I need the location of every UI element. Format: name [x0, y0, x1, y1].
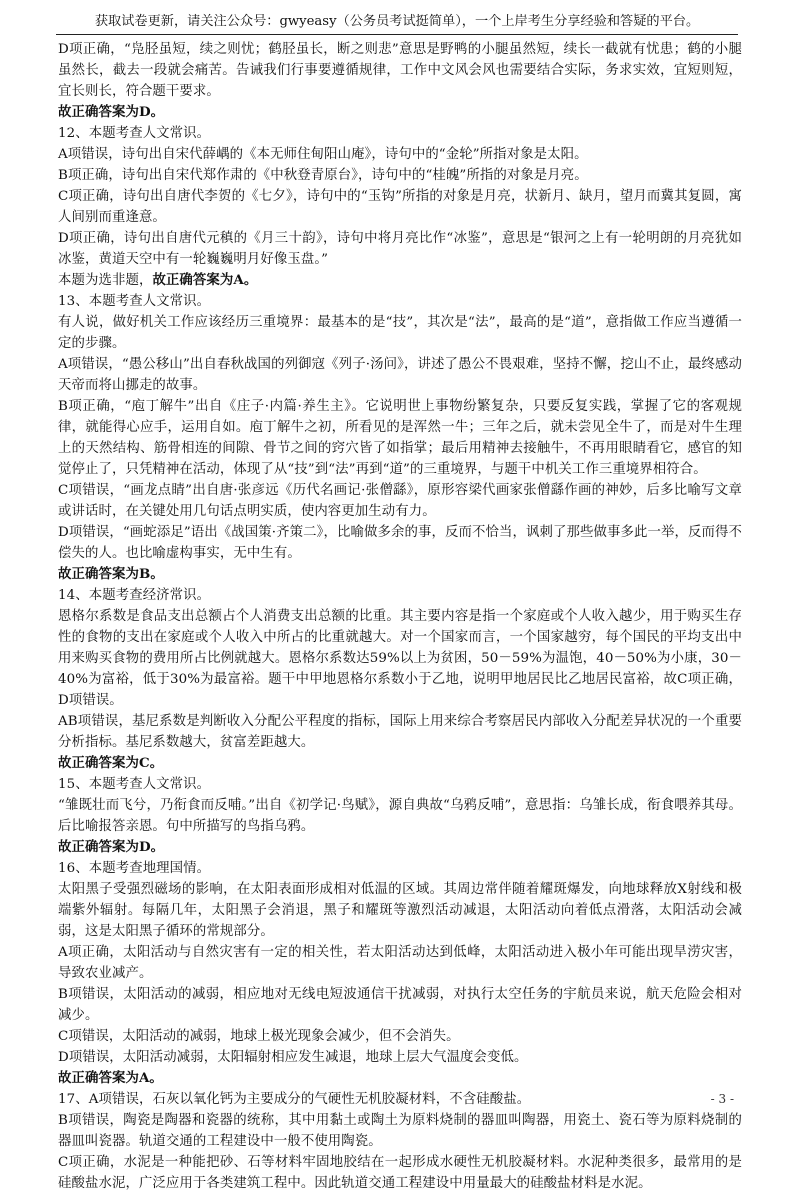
paragraph: [58, 144, 742, 165]
paragraph-text: A项错误，诗句出自宋代薛嵎的《本无师住甸阳山庵》，诗句中的“金轮”所指对象是太阳。: [58, 147, 588, 162]
paragraph: [58, 585, 742, 606]
paragraph: [58, 795, 742, 837]
answer-text: 故正确答案为A。: [152, 272, 258, 288]
paragraph: [58, 291, 742, 312]
paragraph-text: A项正确，太阳活动与自然灾害有一定的相关性，若太阳活动达到低峰，太阳活动进入极小年可能出现旱涝灾害，导致农业减产。: [58, 945, 742, 981]
paragraph-text: 12、本题考查人文常识。: [58, 126, 211, 141]
paragraph: [58, 186, 742, 228]
paragraph-text: 故正确答案为B。: [58, 566, 164, 582]
paragraph: [58, 270, 742, 291]
paragraph-text: 15、本题考查人文常识。: [58, 777, 211, 792]
paragraph: [58, 396, 742, 480]
page-header: 获取试卷更新，请关注公众号：gwyeasy（公务员考试挺简单），一个上岸考生分享经验和答疑的平台。: [56, 10, 738, 35]
paragraph-text: 太阳黑子受强烈磁场的影响，在太阳表面形成相对低温的区域。其周边常伴随着耀斑爆发，向地球释放X射线和极端紫外辐射。每隔几年，太阳黑子会消退，黑子和耀斑等激烈活动减退，太阳活动向着低点滑落，太阳活动会减弱，这是太阳黑子循环的常规部分。: [58, 882, 742, 939]
paragraph: [58, 711, 742, 753]
paragraph-text: C项错误，太阳活动的减弱，地球上极光现象会减少，但不会消失。: [58, 1029, 460, 1044]
document-body: [58, 39, 742, 1194]
paragraph: [58, 606, 742, 711]
paragraph-text: 故正确答案为C。: [58, 755, 164, 771]
paragraph: [58, 1089, 742, 1110]
paragraph-text: C项错误，“画龙点睛”出自唐·张彦远《历代名画记·张僧繇》，原形容梁代画家张僧繇作画的神妙，后多比喻写文章或讲话时，在关键处用几句话点明实质，使内容更加生动有力。: [58, 483, 742, 519]
answer-line: [58, 564, 742, 585]
paragraph: [58, 1026, 742, 1047]
paragraph: [58, 522, 742, 564]
paragraph-text: A项错误，“愚公移山”出自春秋战国的列御寇《列子·汤问》，讲述了愚公不畏艰难，坚持不懈，挖山不止，最终感动天帝而将山挪走的故事。: [58, 357, 742, 393]
paragraph-text: 本题为选非题，: [58, 273, 153, 288]
paragraph: [58, 312, 742, 354]
paragraph-text: D项正确，“凫胫虽短，续之则忧；鹤胫虽长，断之则悲”意思是野鸭的小腿虽然短，续长一截就有忧患；鹤的小腿虽然长，截去一段就会痛苦。告诫我们行事要遵循规律，工作中文风会风也需要结合实际，务求实效，宜短则短，宜长则长，符合题干要求。: [58, 42, 742, 99]
answer-line: [58, 1068, 742, 1089]
paragraph: [58, 165, 742, 186]
paragraph-text: AB项错误，基尼系数是判断收入分配公平程度的指标，国际上用来综合考察居民内部收入分配差异状况的一个重要分析指标。基尼系数越大，贫富差距越大。: [58, 714, 742, 750]
paragraph: [58, 858, 742, 879]
paragraph: [58, 774, 742, 795]
paragraph: [58, 1110, 742, 1152]
paragraph: [58, 1047, 742, 1068]
paragraph: [58, 984, 742, 1026]
paragraph-text: C项正确，诗句出自唐代李贺的《七夕》，诗句中的“玉钩”所指的对象是月亮，状新月、缺月，望月而冀其复圆，寓人间别而重逢意。: [58, 189, 742, 225]
paragraph-text: B项正确，“庖丁解牛”出自《庄子·内篇·养生主》。它说明世上事物纷繁复杂，只要反复实践，掌握了它的客观规律，就能得心应手，运用自如。庖丁解牛之初，所看见的是浑然一牛；三年之后，就未尝见全牛了，而是对牛生理上的天然结构、筋骨相连的间隙、骨节之间的窍穴皆了如指掌；最后用精神去接触牛，不再用眼睛看它，感官的知觉停止了，只凭精神在活动，体现了从“技”到“法”再到“道”的三重境界，与题干中机关工作三重境界相符合。: [58, 399, 742, 477]
paragraph: [58, 480, 742, 522]
paragraph-text: B项错误，太阳活动的减弱，相应地对无线电短波通信干扰减弱，对执行太空任务的宇航员来说，航天危险会相对减少。: [58, 987, 742, 1023]
paragraph-text: 故正确答案为A。: [58, 1070, 163, 1086]
paragraph-text: “雏既壮而飞兮，乃衔食而反哺。”出自《初学记·鸟赋》，源自典故“乌鸦反哺”，意思指：乌雏长成，衔食喂养其母。后比喻报答亲恩。句中所描写的鸟指乌鸦。: [58, 798, 742, 834]
paragraph-text: 故正确答案为D。: [58, 839, 165, 855]
answer-line: [58, 753, 742, 774]
answer-line: [58, 837, 742, 858]
paragraph: [58, 228, 742, 270]
paragraph-text: 有人说，做好机关工作应该经历三重境界：最基本的是“技”，其次是“法”，最高的是“道”，意指做工作应当遵循一定的步骤。: [58, 315, 742, 351]
paragraph: [58, 354, 742, 396]
paragraph: [58, 879, 742, 942]
paragraph: [58, 123, 742, 144]
paragraph: [58, 1152, 742, 1194]
paragraph: [58, 39, 742, 102]
paragraph-text: C项正确，水泥是一种能把砂、石等材料牢固地胶结在一起形成水硬性无机胶凝材料。水泥种类很多，最常用的是硅酸盐水泥，广泛应用于各类建筑工程中。因此轨道交通工程建设中用量最大的硅酸盐材料是水泥。: [58, 1155, 742, 1191]
answer-line: [58, 102, 742, 123]
paragraph-text: 13、本题考查人文常识。: [58, 294, 211, 309]
paragraph-text: 恩格尔系数是食品支出总额占个人消费支出总额的比重。其主要内容是指一个家庭或个人收入越少，用于购买生存性的食物的支出在家庭或个人收入中所占的比重就越大。对一个国家而言，一个国家越穷，每个国民的平均支出中用来购买食物的费用所占比例就越大。恩格尔系数达59%以上为贫困，50－59%为温饱，40－50%为小康，30－40%为富裕，低于30%为最富裕。题干中甲地恩格尔系数小于乙地，说明甲地居民比乙地居民富裕，故C项正确，D项错误。: [58, 609, 742, 708]
paragraph-text: D项正确，诗句出自唐代元稹的《月三十韵》，诗句中将月亮比作“冰鉴”，意思是“银河之上有一轮明朗的月亮犹如冰鉴，黄道天空中有一轮巍巍明月好像玉盘。”: [58, 231, 742, 267]
paragraph-text: 14、本题考查经济常识。: [58, 588, 211, 603]
paragraph-text: B项正确，诗句出自宋代郑作肃的《中秋登青原台》，诗句中的“桂魄”所指的对象是月亮。: [58, 168, 588, 183]
paragraph-text: 故正确答案为D。: [58, 104, 165, 120]
paragraph-text: B项错误，陶瓷是陶器和瓷器的统称，其中用黏土或陶土为原料烧制的器皿叫陶器，用瓷土、瓷石等为原料烧制的器皿叫瓷器。轨道交通的工程建设中一般不使用陶瓷。: [58, 1113, 742, 1149]
page-number: - 3 -: [710, 1092, 734, 1106]
paragraph-text: 17、A项错误，石灰以氧化钙为主要成分的气硬性无机胶凝材料，不含硅酸盐。: [58, 1092, 531, 1107]
paragraph-text: D项错误，太阳活动减弱，太阳辐射相应发生减退，地球上层大气温度会变低。: [58, 1050, 528, 1065]
paragraph-text: D项错误，“画蛇添足”语出《战国策·齐策二》，比喻做多余的事，反而不恰当，讽刺了那些做事多此一举，反而得不偿失的人。也比喻虚构事实，无中生有。: [58, 525, 742, 561]
paragraph: [58, 942, 742, 984]
paragraph-text: 16、本题考查地理国情。: [58, 861, 211, 876]
